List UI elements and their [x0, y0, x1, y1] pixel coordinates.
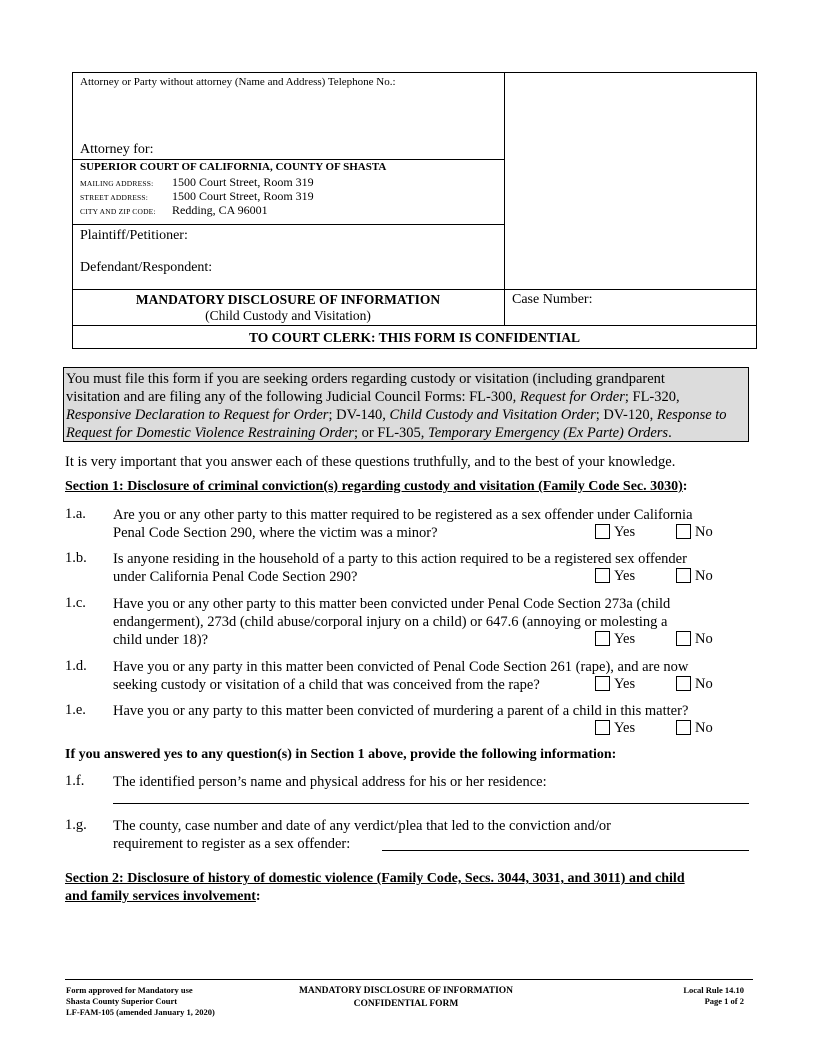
q1b-number: 1.b. — [65, 550, 87, 566]
q1a-no-checkbox[interactable] — [676, 524, 691, 539]
q1a-number: 1.a. — [65, 506, 86, 522]
q1b-no[interactable]: No — [676, 568, 713, 585]
q1d-no[interactable]: No — [676, 676, 713, 693]
importance-text: It is very important that you answer each of these questions truthfully, and to the best of your knowledge. — [65, 454, 676, 470]
q1d-number: 1.d. — [65, 658, 87, 674]
mailing-address-value: 1500 Court Street, Room 319 — [172, 175, 314, 189]
court-name: SUPERIOR COURT OF CALIFORNIA, COUNTY OF SHASTA — [80, 161, 387, 173]
q1g-text: The county, case number and date of any verdict/plea that led to the conviction and/or requirement to register as a sex offender: — [113, 818, 611, 852]
intro-line-1: You must file this form if you are seeking orders regarding custody or visitation (including grandparent — [66, 371, 665, 387]
city-zip-value: Redding, CA 96001 — [172, 203, 268, 217]
section2-heading: Section 2: Disclosure of history of domestic violence (Family Code, Secs. 3044, 3031, and 3011) and child and family services involvement: — [65, 871, 685, 904]
footer-right: Local Rule 14.10 Page 1 of 2 — [683, 985, 744, 1006]
footer-rule — [65, 979, 753, 980]
city-zip-label: CITY AND ZIP CODE: — [80, 207, 156, 216]
q1c-text: Have you or any other party to this matter been convicted under Penal Code Section 273a (child endangerment), 273d (child abuse/corporal injury on a child) or 647.6 (annoying or molesting a child under 18)? — [113, 596, 671, 648]
q1d-no-checkbox[interactable] — [676, 676, 691, 691]
q1a-text: Are you or any other party to this matter required to be registered as a sex offender under California Penal Code Section 290, where the victim was a minor? — [113, 507, 693, 541]
defendant-label: Defendant/Respondent: — [80, 260, 213, 275]
q1c-no-checkbox[interactable] — [676, 631, 691, 646]
q1f-answer-line[interactable] — [113, 803, 749, 804]
q1e-number: 1.e. — [65, 702, 86, 718]
q1c-yes-checkbox[interactable] — [595, 631, 610, 646]
plaintiff-label: Plaintiff/Petitioner: — [80, 228, 188, 243]
q1f-number: 1.f. — [65, 773, 85, 789]
footer-left: Form approved for Mandatory use Shasta County Superior Court LF-FAM-105 (amended January 1, 2020) — [66, 985, 215, 1017]
q1c-number: 1.c. — [65, 595, 86, 611]
q1e-text: Have you or any party to this matter been convicted of murdering a parent of a child in this matter? — [113, 703, 689, 719]
q1e-no[interactable]: No — [676, 720, 713, 737]
q1a-yes[interactable]: Yes — [595, 524, 635, 541]
q1b-yes[interactable]: Yes — [595, 568, 635, 585]
q1g-number: 1.g. — [65, 817, 87, 833]
q1e-yes[interactable]: Yes — [595, 720, 635, 737]
q1a-yes-checkbox[interactable] — [595, 524, 610, 539]
clerk-notice: TO COURT CLERK: THIS FORM IS CONFIDENTIAL — [248, 330, 581, 345]
q1c-no[interactable]: No — [676, 631, 713, 648]
attorney-for-label: Attorney for: — [80, 142, 154, 157]
q1a-no[interactable]: No — [676, 524, 713, 541]
q1e-yes-checkbox[interactable] — [595, 720, 610, 735]
footer-center: MANDATORY DISCLOSURE OF INFORMATION CONFIDENTIAL FORM — [298, 986, 514, 1009]
q1d-yes[interactable]: Yes — [595, 676, 635, 693]
q1b-yes-checkbox[interactable] — [595, 568, 610, 583]
q1d-yes-checkbox[interactable] — [595, 676, 610, 691]
q1f-text: The identified person’s name and physical address for his or her residence: — [113, 774, 547, 790]
q1b-text: Is anyone residing in the household of a party to this action required to be a registered sex offender under California Penal Code Section 290? — [113, 551, 687, 585]
mailing-address-label: MAILING ADDRESS: — [80, 179, 154, 188]
intro-text — [66, 370, 748, 442]
intro-line-3: Responsive Declaration to Request for Order; DV-140, Child Custody and Visitation Order; DV-120, Response to — [66, 407, 727, 423]
q1g-answer-line[interactable] — [382, 850, 749, 851]
q1e-no-checkbox[interactable] — [676, 720, 691, 735]
q1d-text: Have you or any party in this matter been convicted of Penal Code Section 261 (rape), and are now seeking custody or visitation of a child that was conceived from the rape? — [113, 659, 689, 693]
section1-heading: Section 1: Disclosure of criminal conviction(s) regarding custody and visitation (Family Code Sec. 3030): — [65, 479, 688, 494]
attorney-label: Attorney or Party without attorney (Name and Address) Telephone No.: — [80, 76, 396, 88]
mailing-address — [80, 175, 314, 190]
street-address-label: STREET ADDRESS: — [80, 193, 149, 202]
followup-heading: If you answered yes to any question(s) in Section 1 above, provide the following information: — [65, 747, 617, 762]
city-zip — [80, 203, 268, 218]
street-address-value: 1500 Court Street, Room 319 — [172, 189, 314, 203]
intro-line-2: visitation and are filing any of the following Judicial Council Forms: FL-300, Request for Order; FL-320, — [66, 389, 680, 405]
q1c-yes[interactable]: Yes — [595, 631, 635, 648]
form-title: MANDATORY DISCLOSURE OF INFORMATION — [135, 292, 441, 307]
street-address — [80, 189, 314, 204]
case-number-label: Case Number: — [512, 292, 593, 307]
form-subtitle: (Child Custody and Visitation) — [205, 308, 371, 323]
intro-line-4: Request for Domestic Violence Restraining Order; or FL-305, Temporary Emergency (Ex Parte) Orders. — [66, 425, 672, 441]
q1b-no-checkbox[interactable] — [676, 568, 691, 583]
